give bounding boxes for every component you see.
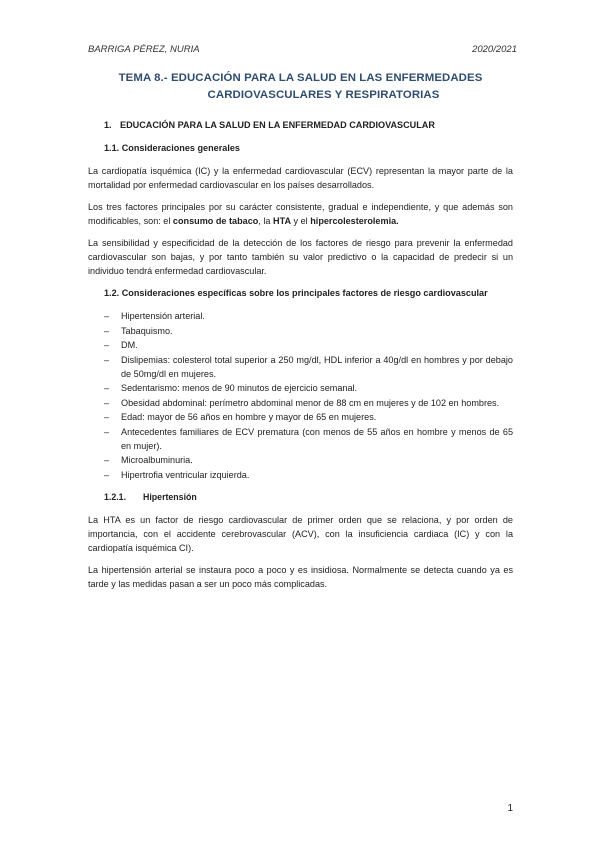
list-item-text: Microalbuminuria.	[121, 455, 193, 465]
page-number: 1	[507, 803, 513, 814]
list-dash: –	[104, 469, 110, 480]
document-body	[88, 118, 513, 599]
list-item-text: Tabaquismo.	[121, 325, 173, 336]
list-item	[88, 410, 513, 424]
section-1-1-heading: 1.1. Consideraciones generales	[104, 143, 240, 153]
list-item	[88, 338, 513, 352]
list-dash: –	[104, 397, 110, 408]
list-item	[88, 324, 513, 338]
list-dash: –	[104, 311, 110, 321]
factor-hta: HTA	[273, 216, 292, 226]
risk-factors-list	[88, 309, 513, 482]
paragraph-hta-insidious: La hipertensión arterial se instaura poco a poco y es insidiosa. Normalmente se detecta cuando ya es tarde y las medidas pasan a ser un poco más complicadas.	[88, 564, 513, 589]
factor-tobacco: consumo de tabaco	[172, 216, 259, 226]
list-item	[88, 309, 513, 323]
list-item-text: Hipertrofia ventricular izquierda.	[121, 469, 250, 480]
list-dash: –	[104, 340, 110, 350]
list-dash: –	[104, 426, 110, 437]
list-item	[88, 425, 513, 453]
list-item-text: Obesidad abdominal: perímetro abdominal menor de 88 cm en mujeres y de 102 en hombres.	[121, 397, 500, 408]
paragraph-sensitivity: La sensibilidad y especificidad de la detección de los factores de riesgo para prevenir la enfermedad cardiovascular son bajas, y por tanto también su valor predictivo o la capacidad de predecir si un individuo tendrá enfermedad cardiovascular.	[88, 238, 513, 276]
section-1-heading	[104, 118, 513, 132]
factors-separator-2: y el	[291, 216, 311, 226]
list-item	[88, 453, 513, 467]
list-item	[88, 381, 513, 395]
list-item-text: Hipertensión arterial.	[121, 311, 205, 321]
main-factors-text: Los tres factores principales por su carácter consistente, gradual e independiente, y que además son modificables, son: el	[88, 202, 513, 226]
section-1-number: 1.	[104, 120, 112, 130]
list-dash: –	[104, 383, 110, 393]
header-year: 2020/2021	[472, 44, 517, 55]
list-dash: –	[104, 412, 110, 422]
list-item	[88, 353, 513, 381]
paragraph-main-factors	[88, 200, 513, 228]
factors-separator-1: , la	[258, 216, 273, 226]
title-line-2: CARDIOVASCULARES Y RESPIRATORIAS	[207, 89, 440, 101]
section-1-2-1-number: 1.2.1.	[104, 491, 127, 502]
list-item	[88, 468, 513, 482]
list-item-text: Edad: mayor de 56 años en hombre y mayor de 65 en mujeres.	[121, 412, 377, 422]
section-1-title: EDUCACIÓN PARA LA SALUD EN LA ENFERMEDAD CARDIOVASCULAR	[120, 120, 435, 130]
title-line-1: TEMA 8.- EDUCACIÓN PARA LA SALUD EN LAS ENFERMEDADES	[118, 72, 483, 84]
section-1-2-heading: 1.2. Consideraciones específicas sobre los principales factores de riesgo cardiovascular	[104, 288, 488, 298]
paragraph-ic-ecv: La cardiopatía isquémica (IC) y la enfermedad cardiovascular (ECV) representan la mayor parte de la mortalidad por enfermedad cardiovascular en los países desarrollados.	[88, 166, 513, 190]
list-item	[88, 396, 513, 410]
list-item-text: DM.	[121, 340, 138, 350]
document-title	[88, 70, 513, 104]
list-dash: –	[104, 325, 110, 336]
header-author: BARRIGA PÉREZ, NURIA	[88, 44, 200, 55]
list-item-text: Antecedentes familiares de ECV prematura (con menos de 55 años en hombre y menos de 65 en mujer).	[121, 426, 513, 451]
list-item-text: Dislipemias: colesterol total superior a 250 mg/dl, HDL inferior a 40g/dl en hombres y por debajo de 50mg/dl en mujeres.	[121, 354, 513, 379]
section-1-2-1-heading	[104, 490, 513, 504]
list-item-text: Sedentarismo: menos de 90 minutos de ejercicio semanal.	[121, 383, 358, 393]
factor-hypercholesterolemia: hipercolesterolemia.	[310, 216, 399, 226]
paragraph-hta-risk: La HTA es un factor de riesgo cardiovascular de primer orden que se relaciona, y por orden de importancia, con el accidente cerebrovascular (ACV), con la insuficiencia cardiaca (IC) y con la cardiopatía isquémica CI).	[88, 514, 513, 553]
section-1-2-1-title: Hipertensión	[143, 491, 197, 502]
list-dash: –	[104, 455, 110, 465]
list-dash: –	[104, 354, 110, 365]
